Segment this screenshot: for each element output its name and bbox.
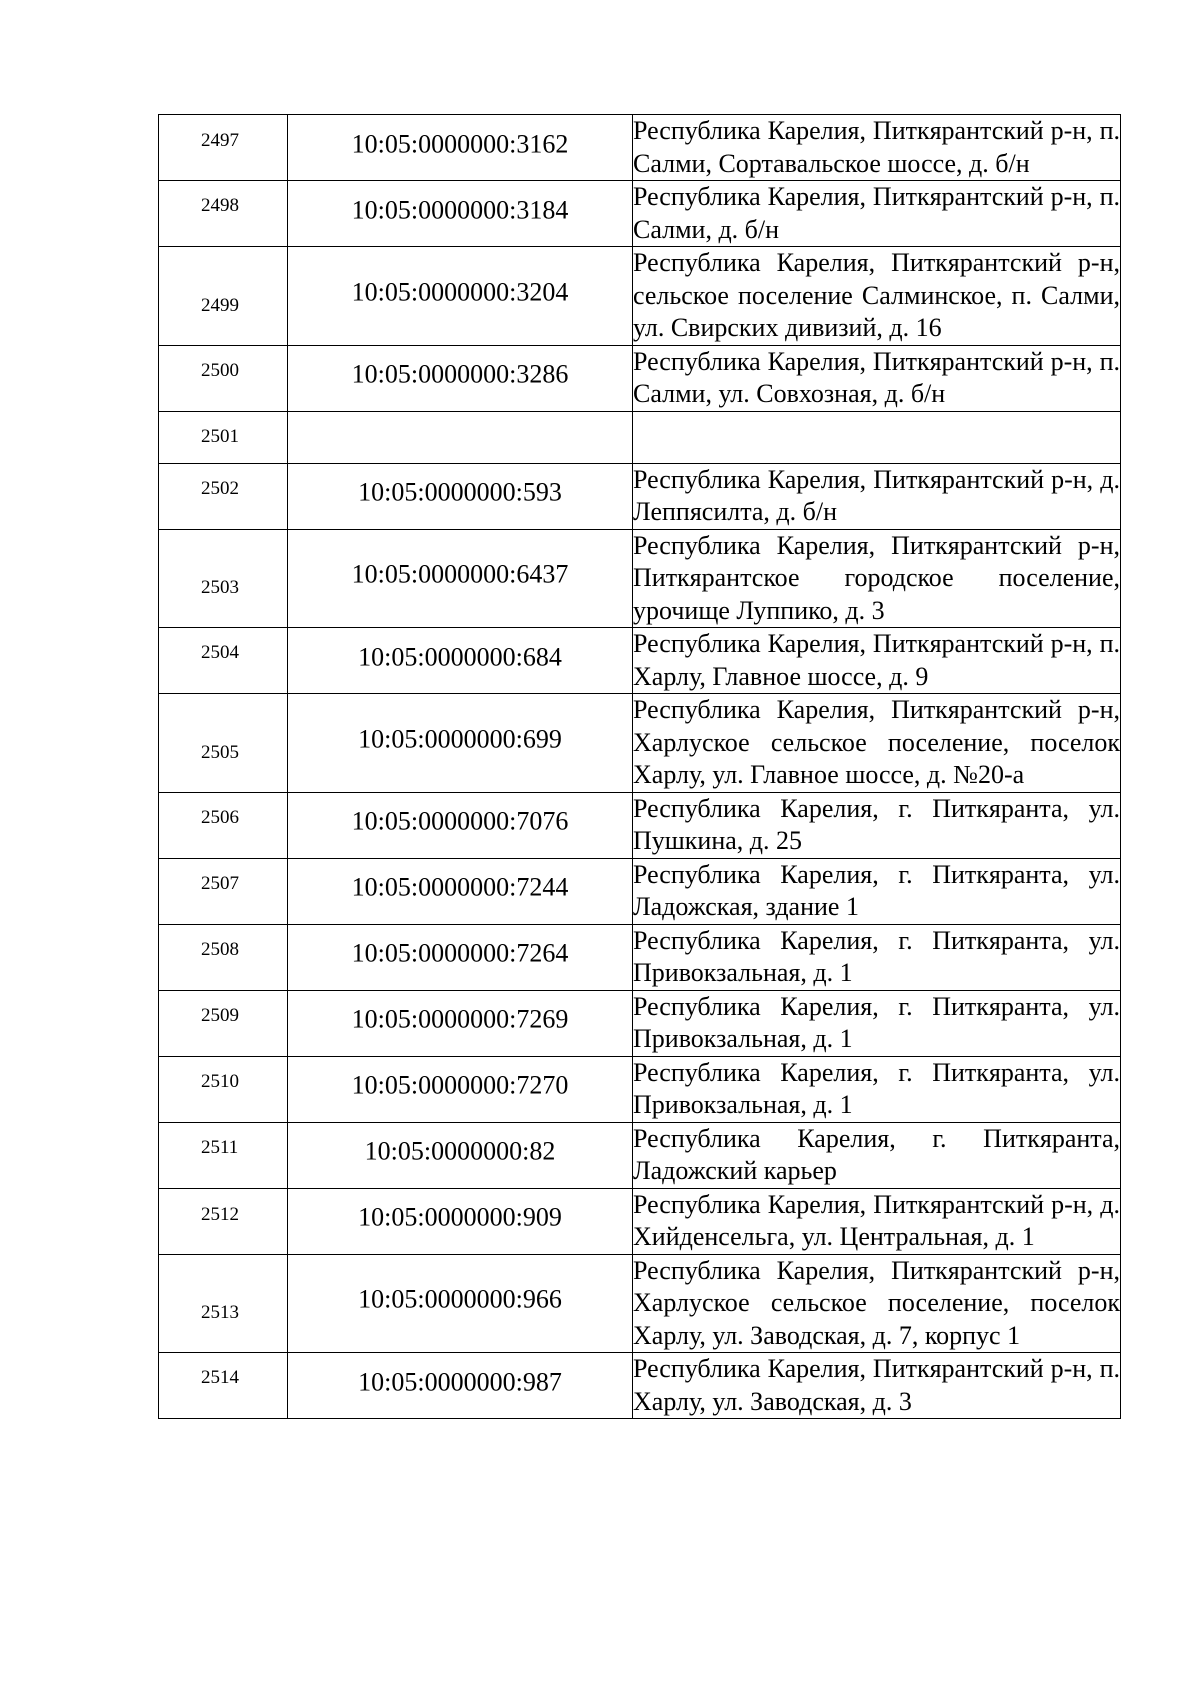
table-row bbox=[159, 792, 1121, 858]
cadastral-number-cell bbox=[288, 694, 633, 793]
row-number: 2507 bbox=[201, 872, 239, 894]
table-row bbox=[159, 1188, 1121, 1254]
table-row bbox=[159, 1122, 1121, 1188]
row-number: 2501 bbox=[201, 425, 239, 447]
cadastral-number: 10:05:0000000:909 bbox=[358, 1202, 562, 1232]
cadastral-number-cell bbox=[288, 247, 633, 346]
row-number: 2499 bbox=[201, 294, 239, 316]
row-number-cell bbox=[159, 990, 288, 1056]
address-cell: Республика Карелия, Питкярантский р-н, Харлуское сельское поселение, поселок Харлу, ул. Заводская, д. 7, корпус 1 bbox=[633, 1254, 1121, 1353]
address-cell: Республика Карелия, г. Питкяранта, ул. Привокзальная, д. 1 bbox=[633, 1056, 1121, 1122]
cadastral-number: 10:05:0000000:7244 bbox=[351, 872, 569, 902]
cadastral-number-cell bbox=[288, 924, 633, 990]
row-number-cell bbox=[159, 1353, 288, 1419]
table-row bbox=[159, 1353, 1121, 1419]
row-number: 2505 bbox=[201, 741, 239, 763]
address-cell: Республика Карелия, Питкярантский р-н, п. Харлу, ул. Заводская, д. 3 bbox=[633, 1353, 1121, 1419]
address-cell: Республика Карелия, Питкярантский р-н, д. Хийденсельга, ул. Центральная, д. 1 bbox=[633, 1188, 1121, 1254]
cadastral-number: 10:05:0000000:7269 bbox=[351, 1004, 569, 1034]
row-number: 2500 bbox=[201, 359, 239, 381]
address-cell: Республика Карелия, Питкярантский р-н, сельское поселение Салминское, п. Салми, ул. Свирских дивизий, д. 16 bbox=[633, 247, 1121, 346]
row-number-cell bbox=[159, 1056, 288, 1122]
row-number-cell bbox=[159, 792, 288, 858]
address-cell: Республика Карелия, Питкярантский р-н, п. Харлу, Главное шоссе, д. 9 bbox=[633, 628, 1121, 694]
table-row bbox=[159, 628, 1121, 694]
cadastral-number-cell bbox=[288, 1056, 633, 1122]
row-number: 2503 bbox=[201, 577, 239, 598]
address-cell: Республика Карелия, Питкярантский р-н, п. Салми, ул. Совхозная, д. б/н bbox=[633, 345, 1121, 411]
address-cell: Республика Карелия, г. Питкяранта, ул. Привокзальная, д. 1 bbox=[633, 990, 1121, 1056]
row-number: 2502 bbox=[201, 477, 239, 499]
cadastral-number-cell bbox=[288, 628, 633, 694]
table-row bbox=[159, 694, 1121, 793]
row-number: 2512 bbox=[201, 1203, 239, 1225]
row-number-cell bbox=[159, 1122, 288, 1188]
table-row bbox=[159, 411, 1121, 463]
row-number-cell bbox=[159, 628, 288, 694]
cadastral-number-cell bbox=[288, 529, 633, 628]
row-number-cell bbox=[159, 529, 288, 628]
table-row bbox=[159, 1254, 1121, 1353]
row-number: 2514 bbox=[201, 1367, 239, 1388]
cadastral-number-cell bbox=[288, 1122, 633, 1188]
cadastral-number: 10:05:0000000:699 bbox=[358, 724, 562, 754]
cadastral-number: 10:05:0000000:966 bbox=[358, 1284, 562, 1314]
row-number: 2498 bbox=[201, 195, 239, 216]
cadastral-number: 10:05:0000000:987 bbox=[358, 1366, 562, 1396]
cadastral-number: 10:05:0000000:3184 bbox=[351, 194, 569, 224]
row-number: 2504 bbox=[201, 642, 239, 663]
cadastral-number: 10:05:0000000:3162 bbox=[351, 128, 569, 158]
row-number: 2511 bbox=[201, 1136, 239, 1158]
address-cell: Республика Карелия, г. Питкяранта, ул. Ладожская, здание 1 bbox=[633, 858, 1121, 924]
table-row bbox=[159, 858, 1121, 924]
table-row bbox=[159, 463, 1121, 529]
cadastral-number: 10:05:0000000:684 bbox=[358, 641, 562, 671]
address-cell: Республика Карелия, Питкярантский р-н, п. Салми, д. б/н bbox=[633, 181, 1121, 247]
row-number-cell bbox=[159, 345, 288, 411]
row-number-cell bbox=[159, 924, 288, 990]
cadastral-number-cell bbox=[288, 345, 633, 411]
row-number-cell bbox=[159, 463, 288, 529]
cadastral-number-cell bbox=[288, 1353, 633, 1419]
address-cell: Республика Карелия, г. Питкяранта, ул. Привокзальная, д. 1 bbox=[633, 924, 1121, 990]
cadastral-number-cell bbox=[288, 411, 633, 463]
table-row bbox=[159, 990, 1121, 1056]
cadastral-number: 10:05:0000000:6437 bbox=[351, 559, 569, 589]
property-registry-table bbox=[158, 114, 1121, 1419]
table-row bbox=[159, 181, 1121, 247]
address-cell: Республика Карелия, Питкярантский р-н, Харлуское сельское поселение, поселок Харлу, ул. Главное шоссе, д. №20-а bbox=[633, 694, 1121, 793]
address-cell: Республика Карелия, г. Питкяранта, Ладожский карьер bbox=[633, 1122, 1121, 1188]
table-row bbox=[159, 1056, 1121, 1122]
row-number: 2510 bbox=[201, 1070, 239, 1092]
cadastral-number: 10:05:0000000:3204 bbox=[351, 277, 569, 307]
address-cell: Республика Карелия, Питкярантский р-н, п. Салми, Сортавальское шоссе, д. б/н bbox=[633, 115, 1121, 181]
row-number-cell bbox=[159, 115, 288, 181]
cadastral-number: 10:05:0000000:82 bbox=[364, 1136, 556, 1166]
cadastral-number-cell bbox=[288, 990, 633, 1056]
row-number: 2508 bbox=[201, 938, 239, 960]
cadastral-number-cell bbox=[288, 463, 633, 529]
cadastral-number-cell bbox=[288, 1254, 633, 1353]
cadastral-number-cell bbox=[288, 792, 633, 858]
table-row bbox=[159, 115, 1121, 181]
address-cell: Республика Карелия, Питкярантский р-н, д. Леппясилта, д. б/н bbox=[633, 463, 1121, 529]
row-number-cell bbox=[159, 1188, 288, 1254]
row-number-cell bbox=[159, 694, 288, 793]
cadastral-number: 10:05:0000000:7264 bbox=[351, 938, 569, 968]
cadastral-number-cell bbox=[288, 1188, 633, 1254]
address-cell: Республика Карелия, г. Питкяранта, ул. Пушкина, д. 25 bbox=[633, 792, 1121, 858]
table-row bbox=[159, 345, 1121, 411]
table-row bbox=[159, 924, 1121, 990]
cadastral-number-cell bbox=[288, 115, 633, 181]
row-number: 2497 bbox=[201, 130, 239, 151]
row-number-cell bbox=[159, 247, 288, 346]
cadastral-number-cell bbox=[288, 858, 633, 924]
registry-body bbox=[159, 115, 1121, 1419]
row-number-cell bbox=[159, 1254, 288, 1353]
row-number-cell bbox=[159, 858, 288, 924]
row-number-cell bbox=[159, 411, 288, 463]
row-number-cell bbox=[159, 181, 288, 247]
address-cell bbox=[633, 411, 1121, 463]
row-number: 2509 bbox=[201, 1004, 239, 1026]
cadastral-number: 10:05:0000000:7076 bbox=[351, 806, 569, 836]
row-number: 2513 bbox=[201, 1302, 239, 1323]
cadastral-number-cell bbox=[288, 181, 633, 247]
cadastral-number: 10:05:0000000:7270 bbox=[351, 1070, 569, 1100]
table-row bbox=[159, 529, 1121, 628]
row-number: 2506 bbox=[201, 806, 239, 828]
table-row bbox=[159, 247, 1121, 346]
cadastral-number: 10:05:0000000:3286 bbox=[351, 359, 569, 389]
cadastral-number: 10:05:0000000:593 bbox=[358, 477, 562, 507]
address-cell: Республика Карелия, Питкярантский р-н, Питкярантское городское поселение, урочище Луппико, д. 3 bbox=[633, 529, 1121, 628]
